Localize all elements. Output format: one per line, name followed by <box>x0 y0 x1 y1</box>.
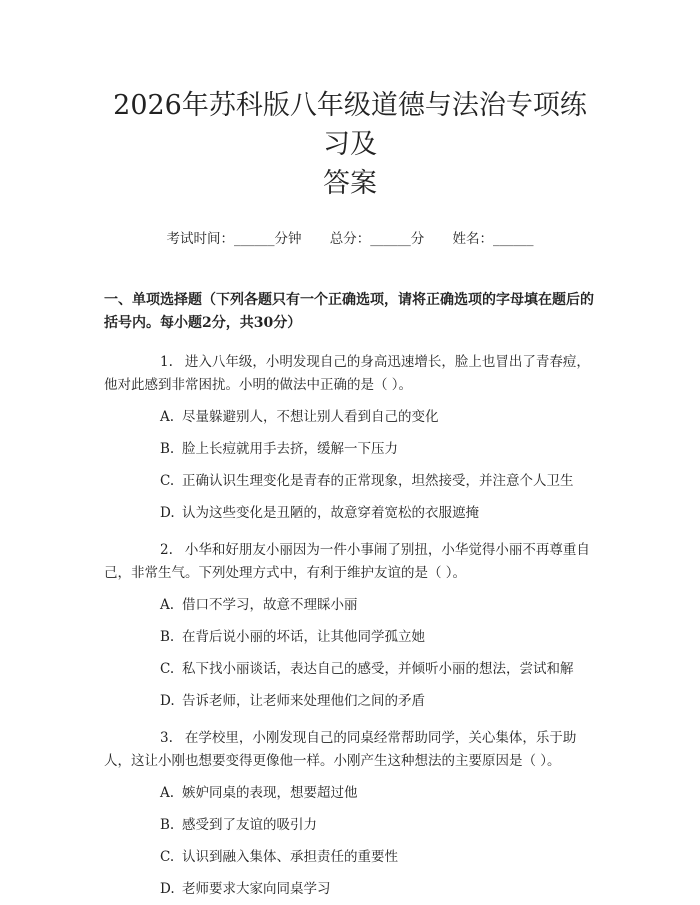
question-3 <box>104 727 596 899</box>
question-text: 小华和好朋友小丽因为一件小事闹了别扭，小华觉得小丽不再尊重自己，非常生气。下列处理方式中，有利于维护友谊的是（ ）。 <box>104 542 590 581</box>
option-text: 借口不学习，故意不理睬小丽 <box>182 597 358 613</box>
option-letter: C. <box>160 473 175 489</box>
option-d <box>104 691 596 711</box>
option-d <box>104 879 596 899</box>
total-score-field: 总分：______分 <box>329 231 425 247</box>
option-d <box>104 503 596 523</box>
option-letter: C. <box>160 661 175 677</box>
option-text: 在背后说小丽的坏话，让其他同学孤立她 <box>182 629 425 645</box>
option-text: 告诉老师，让老师来处理他们之间的矛盾 <box>182 693 425 709</box>
option-c <box>104 847 596 867</box>
option-text: 认为这些变化是丑陋的，故意穿着宽松的衣服遮掩 <box>182 505 479 521</box>
option-letter: A. <box>160 597 175 613</box>
option-letter: B. <box>160 629 175 645</box>
option-list <box>104 407 596 523</box>
option-text: 老师要求大家向同桌学习 <box>182 881 331 897</box>
option-letter: D. <box>160 693 175 709</box>
option-letter: B. <box>160 441 175 457</box>
option-letter: B. <box>160 817 175 833</box>
option-b <box>104 815 596 835</box>
exam-time-field: 考试时间：______分钟 <box>166 231 302 247</box>
section-heading <box>104 289 596 335</box>
exam-info-row <box>104 229 596 249</box>
option-list <box>104 595 596 711</box>
question-text: 进入八年级，小明发现自己的身高迅速增长，脸上也冒出了青春痘，他对此感到非常困扰。小明的做法中正确的是（ ）。 <box>104 354 590 393</box>
option-a <box>104 595 596 615</box>
question-number: 2. <box>160 542 173 558</box>
option-letter: D. <box>160 881 175 897</box>
option-b <box>104 439 596 459</box>
name-field: 姓名：______ <box>452 231 534 247</box>
section-heading-line-1: 一、单项选择题（下列各题只有一个正确选项，请将正确选项的字母填在题后的 <box>104 292 594 308</box>
option-text: 脸上长痘就用手去挤，缓解一下压力 <box>182 441 398 457</box>
option-a <box>104 783 596 803</box>
option-c <box>104 659 596 679</box>
question-stem <box>104 351 596 397</box>
option-list <box>104 783 596 899</box>
option-text: 尽量躲避别人，不想让别人看到自己的变化 <box>182 409 439 425</box>
option-text: 认识到融入集体、承担责任的重要性 <box>182 849 398 865</box>
question-text: 在学校里，小刚发现自己的同桌经常帮助同学，关心集体，乐于助人，这让小刚也想要变得更像他一样。小刚产生这种想法的主要原因是（ ）。 <box>104 730 577 769</box>
option-text: 感受到了友谊的吸引力 <box>182 817 317 833</box>
option-letter: A. <box>160 785 175 801</box>
option-letter: C. <box>160 849 175 865</box>
title-line-2: 答案 <box>323 168 377 199</box>
title-line-1: 2026年苏科版八年级道德与法治专项练习及 <box>113 90 587 160</box>
section-heading-line-2: 括号内。每小题2分，共30分） <box>104 315 302 331</box>
option-text: 私下找小丽谈话，表达自己的感受，并倾听小丽的想法，尝试和解 <box>182 661 574 677</box>
question-1 <box>104 351 596 523</box>
option-text: 嫉妒同桌的表现，想要超过他 <box>182 785 358 801</box>
question-2 <box>104 539 596 711</box>
document-title <box>104 0 596 203</box>
question-number: 3. <box>160 730 173 746</box>
option-a <box>104 407 596 427</box>
option-b <box>104 627 596 647</box>
question-stem <box>104 539 596 585</box>
option-text: 正确认识生理变化是青春的正常现象，坦然接受，并注意个人卫生 <box>182 473 574 489</box>
question-stem <box>104 727 596 773</box>
option-letter: A. <box>160 409 175 425</box>
option-letter: D. <box>160 505 175 521</box>
question-number: 1. <box>160 354 173 370</box>
option-c <box>104 471 596 491</box>
